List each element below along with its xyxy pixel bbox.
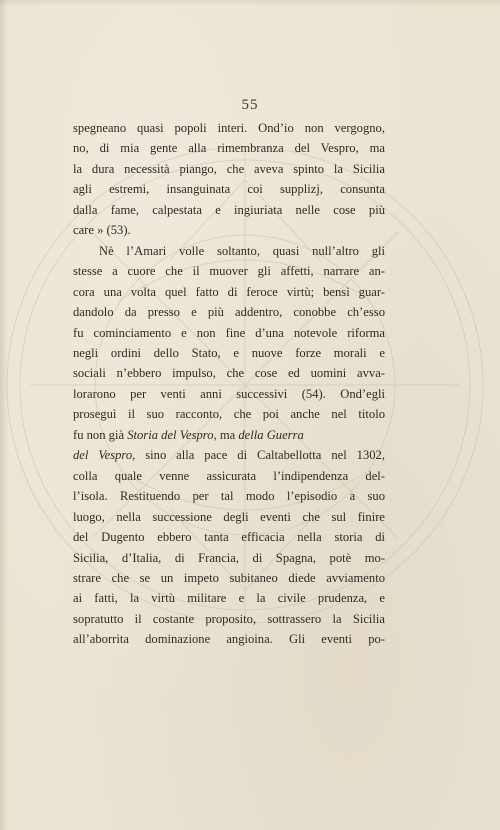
text-line: no, di mia gente alla rimembranza del Vespro, ma xyxy=(73,141,385,156)
page-top-shadow xyxy=(0,0,500,6)
text-line xyxy=(73,425,385,445)
body-text xyxy=(73,118,385,650)
text-line: sopratutto il costante proposito, sottrassero la Sicilia xyxy=(73,611,385,626)
text-line: luogo, nella successione degli eventi che sul finire xyxy=(73,509,385,524)
text-line: dandolo da presso e più addentro, conobbe ch’esso xyxy=(73,305,385,320)
text-line: agli estremi, insanguinata coi supplizj, consunta xyxy=(73,182,385,197)
text-line: stesse a cuore che il muover gli affetti, narrare an- xyxy=(73,264,385,279)
text-line: proseguì il suo racconto, che poi anche nel titolo xyxy=(73,407,385,422)
text-line: care » (53). xyxy=(73,223,131,238)
text-line: colla quale venne assicurata l’indipendenza del- xyxy=(73,468,385,483)
text-line: spegneano quasi popoli interi. Ond’io non vergogno, xyxy=(73,121,385,135)
text-line: ai fatti, la virtù militare e la civile prudenza, e xyxy=(73,591,385,606)
italic-title: del Vespro xyxy=(73,448,133,463)
italic-title: della Guerra xyxy=(238,427,304,442)
text-line: fu cominciamento e non fine d’una notevole riforma xyxy=(73,325,385,340)
text-line: sociali n’ebbero impulso, che cose ed uomini avva- xyxy=(73,366,385,381)
text-line: l’isola. Restituendo per tal modo l’episodio a suo xyxy=(73,489,385,504)
text-run: fu non già xyxy=(73,427,128,442)
text-line: dalla fame, calpestata e ingiuriata nelle cose più xyxy=(73,202,385,217)
text-line: lorarono per venti anni successivi (54). Ond’egli xyxy=(73,386,385,401)
text-line: Nè l’Amari volle soltanto, quasi null’altro gli xyxy=(99,243,385,258)
text-line: la dura necessità piango, che aveva spinto la Sicilia xyxy=(73,161,385,176)
text-run: , sino alla pace di Caltabellotta nel 1302, xyxy=(132,448,385,463)
text-line: del Dugento ebbero tanta efficacia nella storia di xyxy=(73,530,385,545)
italic-title: Storia del Vespro xyxy=(127,427,214,442)
text-line: Sicilia, d’Italia, di Francia, di Spagna, potè mo- xyxy=(73,550,385,565)
text-line-mixed xyxy=(73,425,385,445)
text-line xyxy=(73,445,385,465)
text-line: cora una volta quel fatto di feroce virtù; bensì guar- xyxy=(73,284,385,299)
page-edge-shadow xyxy=(0,0,8,830)
text-line: negli ordini dello Stato, e nuove forze morali e xyxy=(73,345,385,360)
text-run xyxy=(73,425,304,445)
text-line: strare che se un impeto subitaneo diede avviamento xyxy=(73,570,385,585)
page-number: 55 xyxy=(241,97,259,113)
text-line: all’aborrita dominazione angioina. Gli eventi po- xyxy=(73,632,385,647)
text-run: , ma xyxy=(213,427,239,442)
